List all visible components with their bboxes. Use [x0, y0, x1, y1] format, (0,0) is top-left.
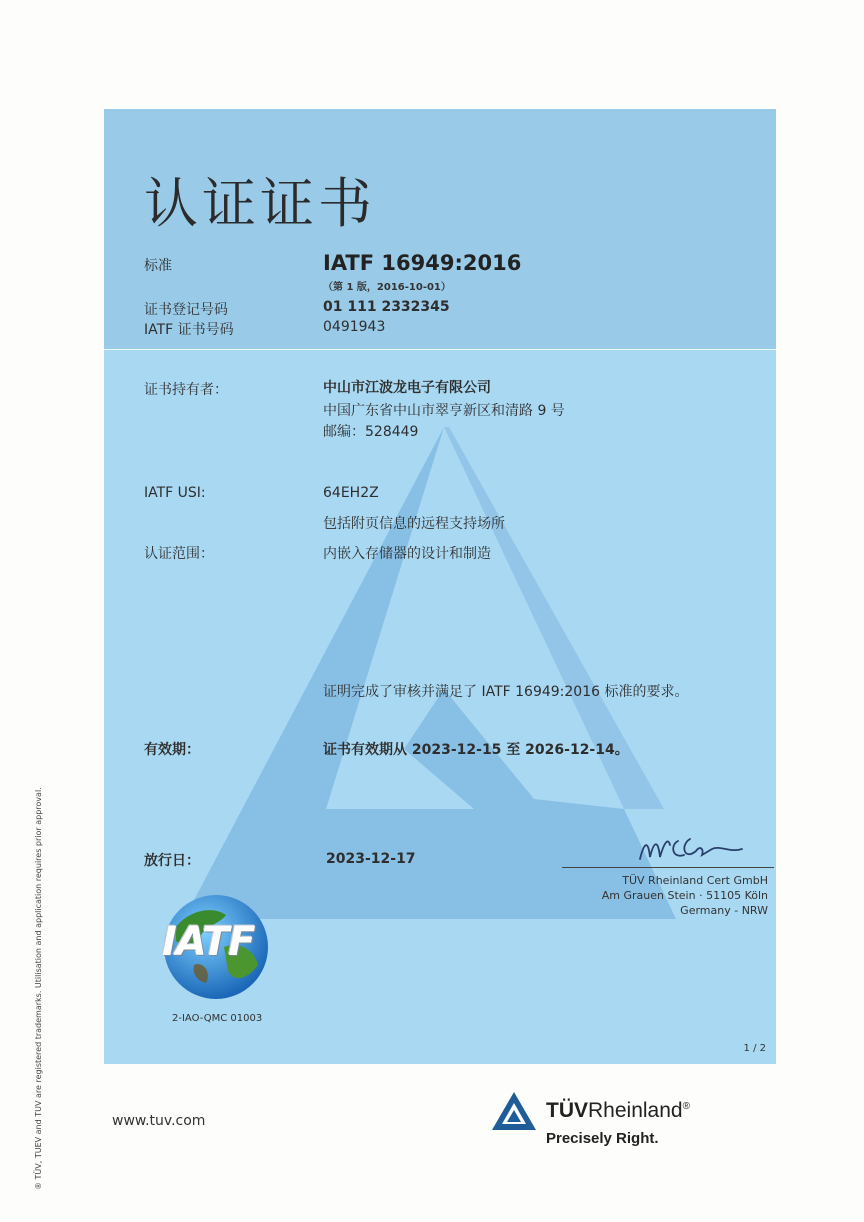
signature-icon — [634, 831, 774, 867]
issuer-country: Germany - NRW — [680, 904, 768, 917]
website-link[interactable]: www.tuv.com — [112, 1113, 206, 1129]
reg-no-value: 01 111 2332345 — [323, 299, 450, 315]
issuer-block — [602, 873, 768, 918]
tuv-triangle-logo-icon — [490, 1090, 538, 1132]
issue-date: 2023-12-17 — [326, 851, 416, 867]
holder-postcode: 邮编：528449 — [323, 424, 419, 440]
certificate-title: 认证证书 — [144, 172, 376, 235]
holder-name: 中山市江波龙电子有限公司 — [323, 380, 491, 396]
validity-label: 有效期： — [144, 742, 200, 758]
issue-label: 放行日： — [144, 853, 200, 869]
signature-line — [562, 867, 774, 868]
issuer-street: Am Grauen Stein · 51105 Köln — [601, 889, 768, 902]
usi-label: IATF USI: — [144, 485, 206, 501]
iatf-no-label: IATF 证书号码 — [144, 322, 234, 338]
tuv-brand — [546, 1099, 690, 1123]
issuer-name: TÜV Rheinland Cert GmbH — [622, 874, 768, 887]
certificate-panel — [104, 109, 776, 1064]
usi-note: 包括附页信息的远程支持场所 — [323, 516, 505, 532]
tuv-brand-rest: Rheinland — [588, 1099, 683, 1122]
conformity-statement: 证明完成了审核并满足了 IATF 16949:2016 标准的要求。 — [323, 684, 689, 700]
tuv-brand-reg: ® — [682, 1101, 690, 1112]
holder-address: 中国广东省中山市翠亨新区和清路 9 号 — [323, 403, 565, 419]
validity-value: 证书有效期从 2023-12-15 至 2026-12-14。 — [323, 742, 629, 758]
holder-label: 证书持有者： — [144, 382, 228, 398]
standard-edition: （第 1 版，2016-10-01） — [323, 282, 451, 293]
standard-label: 标准 — [144, 258, 172, 274]
trademark-side-note: ® TÜV, TUEV and TUV are registered trademarks. Utilisation and application requires prior approval. — [34, 787, 43, 1190]
tuv-slogan: Precisely Right. — [546, 1130, 659, 1147]
scope-label: 认证范围： — [144, 546, 214, 562]
iatf-logo-text: IATF — [162, 919, 255, 965]
reg-no-label: 证书登记号码 — [144, 302, 228, 318]
usi-value: 64EH2Z — [323, 485, 379, 501]
iatf-code: 2-IAO-QMC 01003 — [172, 1013, 263, 1024]
tuv-brand-bold: TÜV — [546, 1099, 588, 1122]
page-number: 1 / 2 — [743, 1043, 766, 1054]
iatf-no-value: 0491943 — [323, 319, 386, 335]
standard-value: IATF 16949:2016 — [323, 251, 522, 275]
scope-value: 内嵌入存储器的设计和制造 — [323, 546, 491, 562]
